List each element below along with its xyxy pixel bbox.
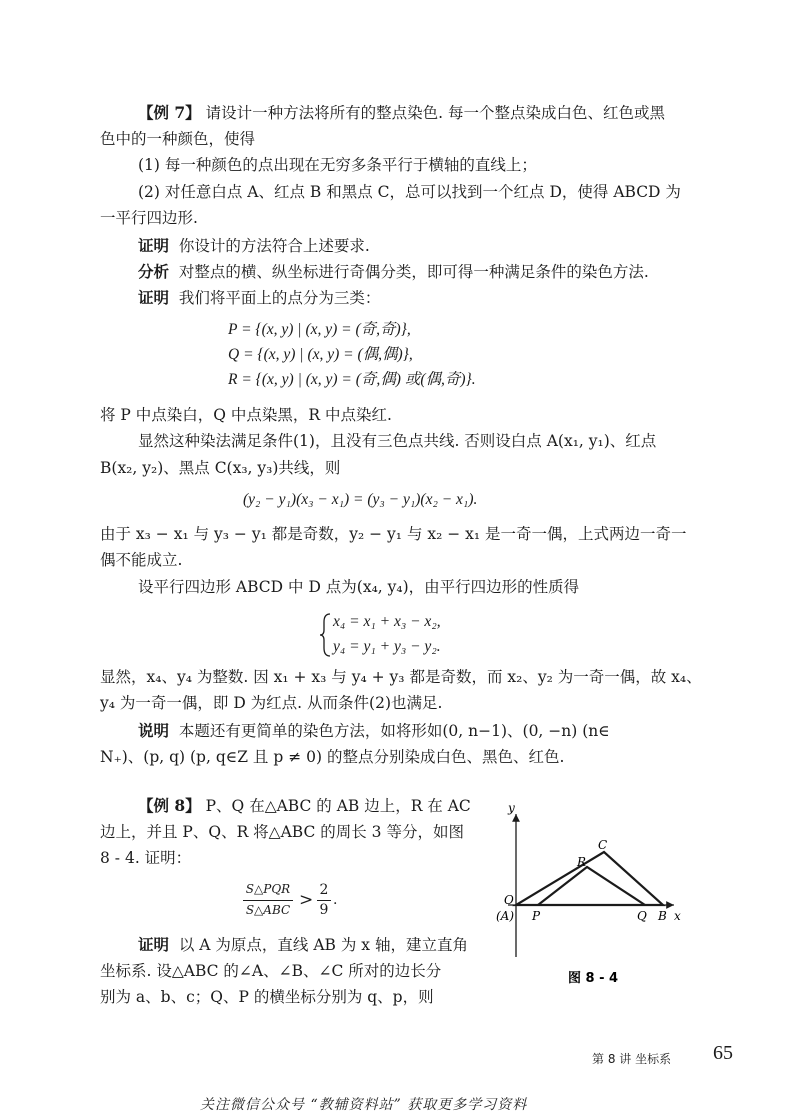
b-label: B — [658, 909, 667, 923]
fraction2-numerator: 2 — [319, 882, 329, 898]
set-r: R = {(x, y) | (x, y) = (奇,偶) 或(偶,奇)}. — [228, 371, 476, 388]
condition-2: (2) 对任意白点 A、红点 B 和黑点 C，总可以找到一个红点 D，使得 ABCD 为 — [138, 183, 681, 201]
x-label: x — [674, 909, 681, 923]
fraction2-bar — [317, 900, 331, 901]
a-label: (A) — [496, 909, 515, 923]
r-label: R — [577, 855, 587, 869]
fraction-period: . — [333, 892, 338, 908]
y-label: y — [508, 801, 515, 815]
paragraph-2a: 显然这种染法满足条件(1)，且没有三色点共线. 否则设白点 A(x₁, y₁)、红点 — [138, 432, 657, 450]
note-line-2: N₊)、(p, q) (p, q∈Z 且 p ≠ 0) 的整点分别染成白色、黑色、红色. — [100, 748, 565, 766]
paragraph-3b: 偶不能成立. — [100, 551, 183, 569]
footer-section-title: 第 8 讲 坐标系 — [592, 1052, 672, 1066]
c-label: C — [598, 838, 608, 852]
set-p: P = {(x, y) | (x, y) = (奇,奇)}, — [228, 321, 411, 338]
fraction-bar — [243, 900, 293, 901]
example8-line2: 边上，并且 P、Q、R 将△ABC 的周长 3 等分，如图 — [100, 823, 464, 841]
proof-line-1: 证明 你设计的方法符合上述要求. — [138, 236, 370, 255]
set-q: Q = {(x, y) | (x, y) = (偶,偶)}, — [228, 346, 413, 363]
triangle-pqr — [538, 867, 645, 905]
example7-line2: 色中的一种颜色，使得 — [100, 130, 256, 148]
promo-watermark: 关注微信公众号 “教辅资料站” 获取更多学习资料 — [200, 1097, 528, 1113]
paragraph-5a: 显然，x₄、y₄ 为整数. 因 x₁ + x₃ 与 y₄ + y₃ 都是奇数，而 x₂、y₂ 为一奇一偶，故 x₄、 — [100, 668, 702, 686]
p-label: P — [532, 909, 541, 923]
example8-line3: 8 - 4. 证明： — [100, 849, 192, 867]
condition-1: (1) 每一种颜色的点出现在无穷多条平行于横轴的直线上； — [138, 156, 537, 174]
condition-2-cont: 一平行四边形. — [100, 209, 198, 227]
fraction-numerator: S△PQR — [245, 882, 291, 896]
coloring-rule: 将 P 中点染白，Q 中点染黑，R 中点染红. — [100, 406, 392, 424]
paragraph-2b: B(x₂, y₂)、黑点 C(x₃, y₃)共线，则 — [100, 459, 341, 477]
q-label: Q — [637, 909, 647, 923]
paragraph-3a: 由于 x₃ − x₁ 与 y₃ − y₁ 都是奇数，y₂ − y₁ 与 x₂ − x₁ 是一奇一偶，上式两边一奇一 — [100, 525, 687, 543]
collinear-equation: (y₂ − y₁)(x₃ − x₁) = (y₃ − y₁)(x₂ − x₁). — [243, 491, 478, 508]
note-line-1: 说明 本题还有更简单的染色方法，如将形如(0, n−1)、(0, −n) (n∈ — [138, 721, 610, 740]
paragraph-4: 设平行四边形 ABCD 中 D 点为(x₄, y₄)，由平行四边形的性质得 — [138, 578, 580, 596]
system-eq-1: x₄ = x₁ + x₃ − x₂, — [333, 613, 441, 630]
triangle-abc — [516, 852, 663, 905]
example8-line1: 【例 8】 P、Q 在△ABC 的 AB 边上，R 在 AC — [138, 796, 471, 815]
example8-proof-a: 证明 以 A 为原点，直线 AB 为 x 轴，建立直角 — [138, 935, 468, 954]
example8-proof-c: 别为 a、b、c；Q、P 的横坐标分别为 q、p，则 — [100, 988, 434, 1006]
example8-proof-b: 坐标系. 设△ABC 的∠A、∠B、∠C 所对的边长分 — [100, 962, 442, 980]
system-eq-2: y₄ = y₁ + y₃ − y₂. — [333, 638, 441, 655]
example7-title: 【例 7】 — [138, 103, 201, 122]
paragraph-5b: y₄ 为一奇一偶，即 D 为红点. 从而条件(2)也满足. — [100, 694, 443, 712]
analysis-line: 分析 对整点的横、纵坐标进行奇偶分类，即可得一种满足条件的染色方法. — [138, 262, 649, 281]
example7-line1: 【例 7】 请设计一种方法将所有的整点染色. 每一个整点染成白色、红色或黑 — [138, 103, 665, 122]
fraction-denominator: S△ABC — [245, 903, 291, 917]
page-number: 65 — [713, 1042, 733, 1064]
proof-line-2: 证明 我们将平面上的点分为三类： — [138, 288, 381, 307]
figure-8-4 — [488, 800, 698, 1000]
greater-than-sign: > — [299, 890, 314, 910]
figure-caption: 图 8 - 4 — [568, 971, 619, 986]
fraction2-denominator: 9 — [319, 902, 329, 918]
example8-title: 【例 8】 — [138, 796, 201, 815]
system-brace-icon — [318, 612, 334, 658]
origin-label: O — [504, 893, 514, 907]
